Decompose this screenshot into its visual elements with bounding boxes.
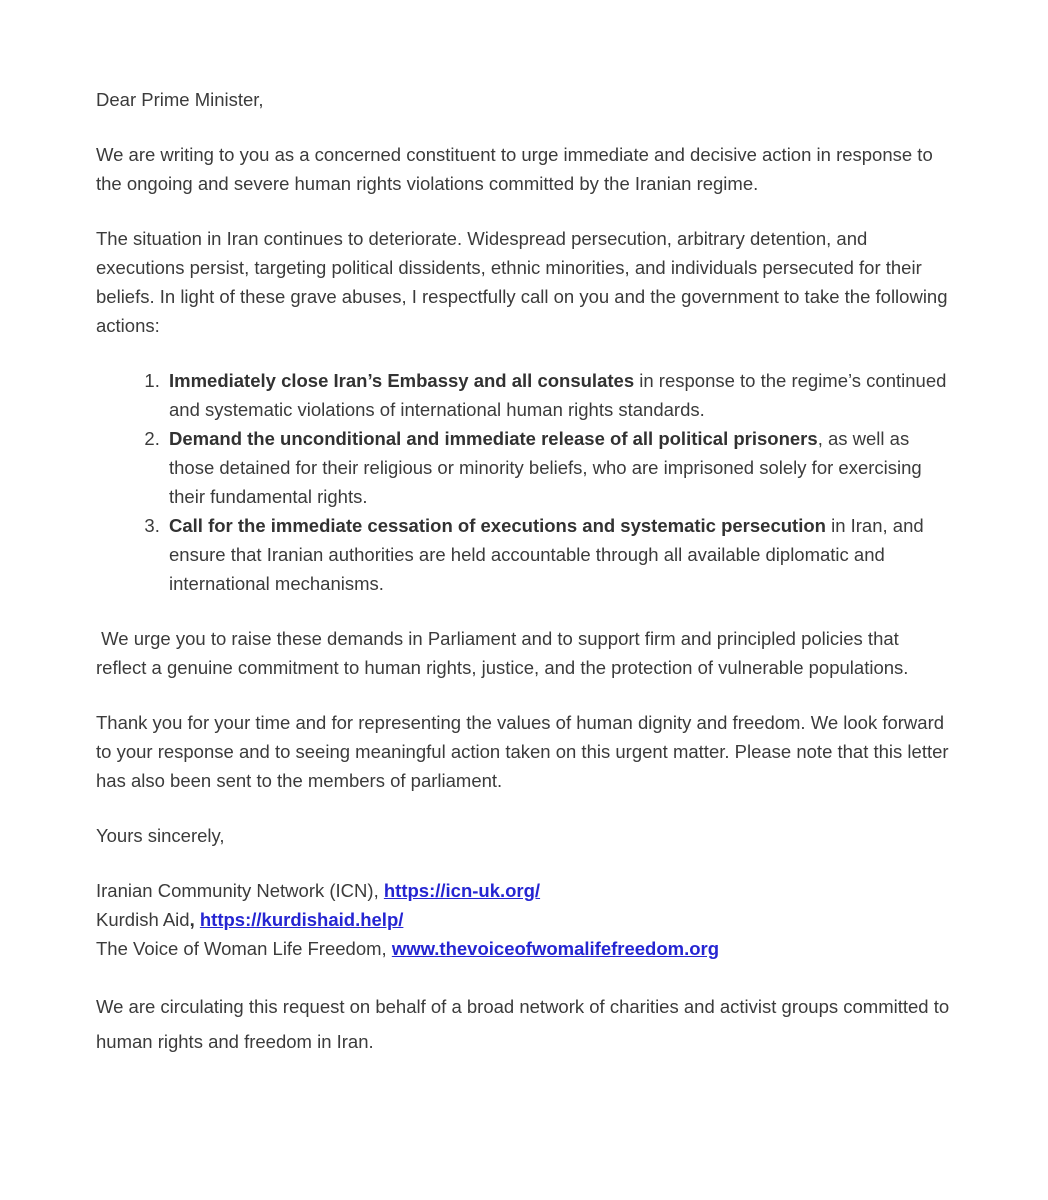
signatories	[96, 876, 954, 963]
demand-item-cease-executions	[165, 511, 954, 598]
postscript: We are circulating this request on behalf of a broad network of charities and activist groups committed to human rights and freedom in Iran.	[96, 996, 950, 1052]
signatory-name: Iranian Community Network (ICN)	[96, 880, 374, 901]
voiceofwoman-link[interactable]: www.thevoiceofwomalifefreedom.org	[391, 938, 720, 959]
demand-bold-text: Immediately close Iran’s Embassy and all consulates	[169, 370, 635, 391]
signatory-separator: ,	[381, 938, 392, 959]
signatory-line-voice-of-woman	[96, 934, 954, 963]
signatory-line-kurdish-aid	[96, 905, 954, 934]
paragraph-urge: We urge you to raise these demands in Parliament and to support firm and principled policies that reflect a genuine commitment to human rights, justice, and the protection of vulnerable populations.	[96, 628, 909, 678]
paragraph-intro: We are writing to you as a concerned constituent to urge immediate and decisive action in response to the ongoing and severe human rights violations committed by the Iranian regime.	[96, 144, 933, 194]
demand-item-release-prisoners	[165, 424, 954, 511]
signatory-separator: ,	[373, 880, 384, 901]
salutation: Dear Prime Minister,	[96, 89, 264, 110]
signatory-name: Kurdish Aid	[96, 909, 190, 930]
signatory-name: The Voice of Woman Life Freedom	[96, 938, 382, 959]
paragraph-thanks: Thank you for your time and for representing the values of human dignity and freedom. We look forward to your response and to seeing meaningful action taken on this urgent matter. Please note that this letter has also been sent to the members of parliament.	[96, 712, 949, 791]
demand-rest-text: , as well as those detained for their religious or minority beliefs, who are imprisoned solely for exercising their fundamental rights.	[169, 428, 922, 507]
closing: Yours sincerely,	[96, 825, 225, 846]
demand-bold-text: Demand the unconditional and immediate release of all political prisoners	[169, 428, 818, 449]
paragraph-situation: The situation in Iran continues to deteriorate. Widespread persecution, arbitrary detention, and executions persist, targeting political dissidents, ethnic minorities, and individuals persecuted for their beliefs. In light of these grave abuses, I respectfully call on you and the government to take the following actions:	[96, 228, 948, 336]
signatory-line-icn	[96, 876, 954, 905]
demands-list	[96, 366, 954, 598]
demand-bold-text: Call for the immediate cessation of executions and systematic persecution	[169, 515, 826, 536]
demand-rest-text: in response to the regime’s continued and systematic violations of international human rights standards.	[169, 370, 947, 420]
signatory-separator: ,	[189, 909, 200, 930]
demand-item-close-embassy	[165, 366, 954, 424]
icn-link[interactable]: https://icn-uk.org/	[383, 880, 541, 901]
demand-rest-text: in Iran, and ensure that Iranian authorities are held accountable through all available diplomatic and international mechanisms.	[169, 515, 924, 594]
kurdishaid-link[interactable]: https://kurdishaid.help/	[199, 909, 404, 930]
